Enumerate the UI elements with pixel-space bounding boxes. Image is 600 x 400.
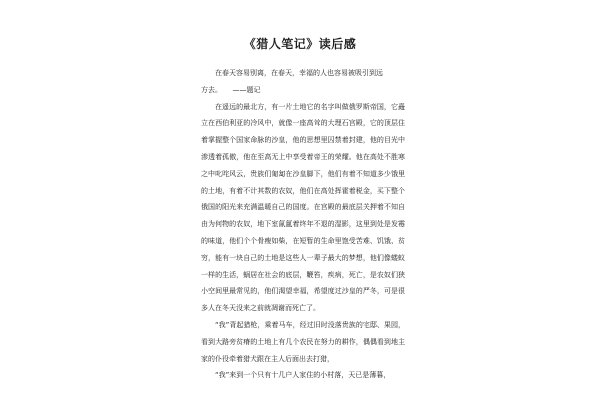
document-title: 《猎人笔记》读后感 bbox=[243, 37, 357, 51]
epigraph-line: 在春天容易别离，在春天，幸福的人也容易被吸引到远 bbox=[215, 69, 383, 77]
paragraph: “我”来到一个只有十几户人家住的小村落，天已是薄暮， bbox=[215, 371, 391, 380]
paragraph: 在遥远的最北方，有一片土地它的名字叫做俄罗斯帝国，它矗立在西伯利亚的冷风中，就像一座高耸的大理石宫殿，它的顶层住着掌握整个国家命脉的沙皇，他的思想里囚禁着封建，他的目光中渗透着孤傲，他在至高无上中享受着帝王的荣耀。他在高处不胜寒之中叱咤风云，贵族们匍匐在沙皇脚下，他们有着不知道多少饿里的土地，有着不计其数的农奴，他们在高处挥霍着税金，买下整个俄国的阳光来充满温暖自己的国度。在宫殿的最底层关押着不知自由为何物的农奴，地下室氤氲着终年不退的湿影，这里到处是发霉的味道，他们个个骨瘦如柴，在短暂的生命里饱受苦难、饥饿、贫穷，能有一块自己的土地是这些人一辈子最大的梦想，他们像蝼蚁一样的生活，蜗居在社会的底层，鞭笞，疾病，死亡，是农奴们狭小空间里最常见的，他们渴望幸福，希望度过沙皇的严冬，可是很多人在冬天没来之前就凋谢而死亡了。 bbox=[201, 102, 405, 313]
document-body bbox=[201, 65, 405, 384]
epigraph bbox=[201, 65, 405, 82]
paragraph: “我”背起猎枪，乘着马车，经过旧时没落贵族的宅邸、果园，看到大路旁贫瘠的土地上有几个农民在努力的耕作，偶偶看到地主家的仆役牵着猎犬跟在主人后面出去打猎， bbox=[201, 320, 405, 363]
epigraph-continuation bbox=[201, 82, 405, 99]
epigraph-line: 方去。 ——题记 bbox=[201, 85, 261, 94]
